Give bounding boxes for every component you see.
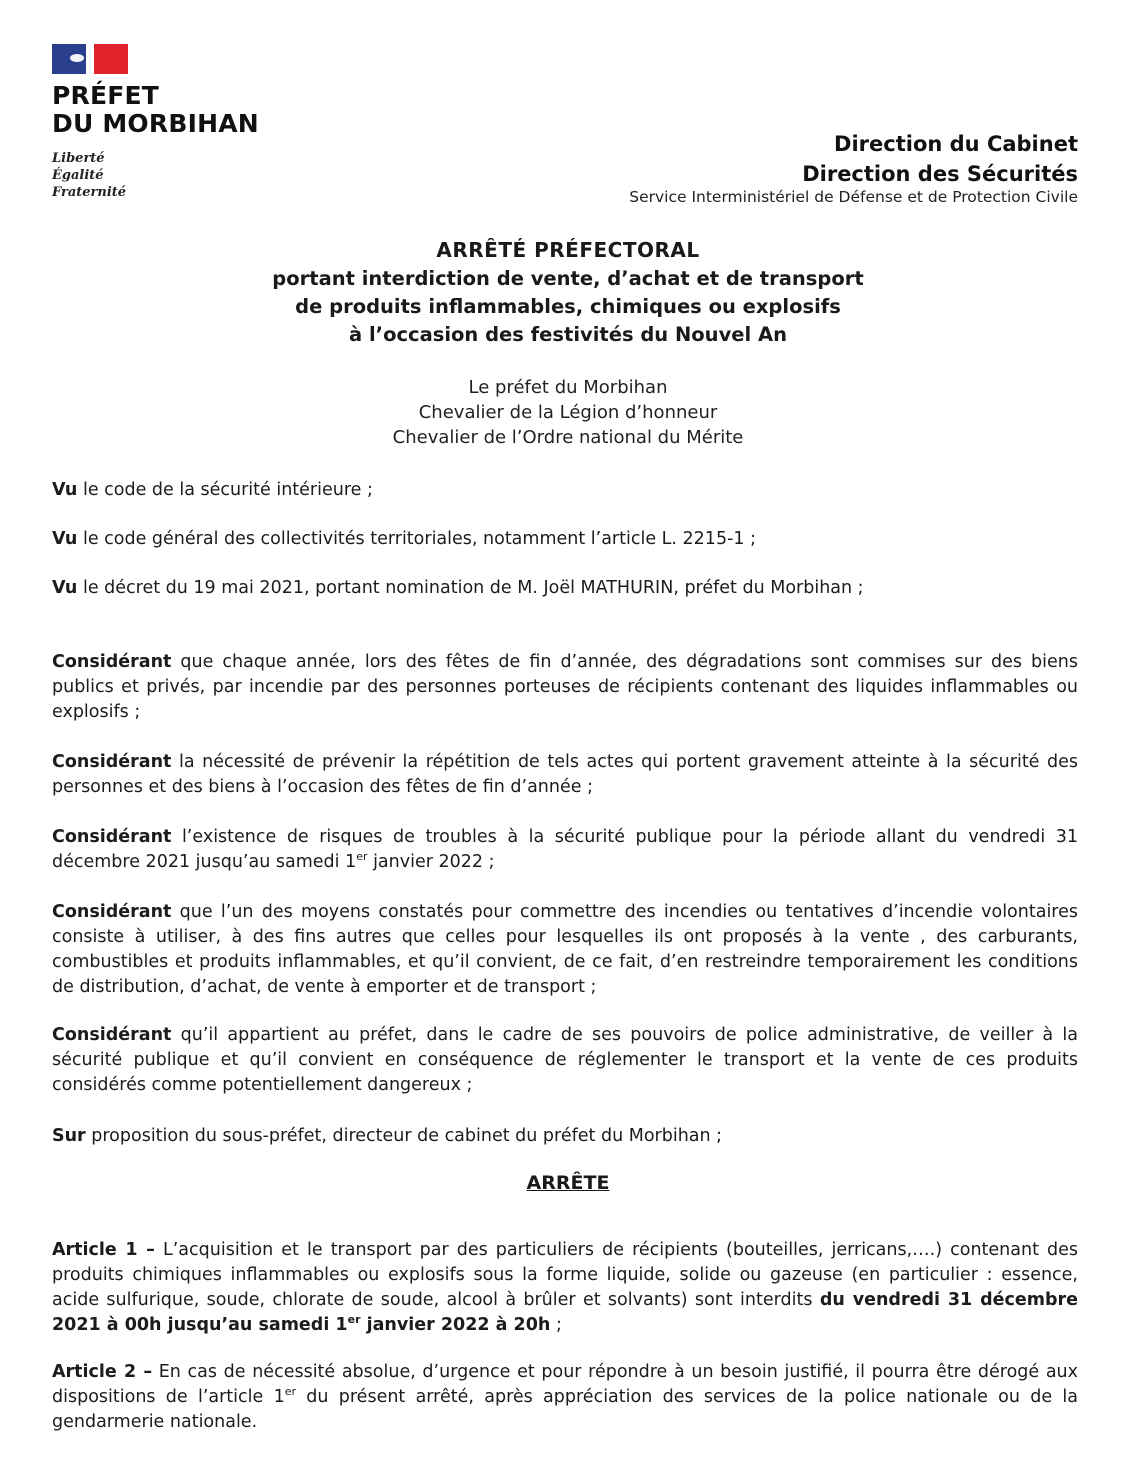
title-line4: à l’occasion des festivités du Nouvel An bbox=[349, 323, 787, 346]
article-1: Article 1 – L’acquisition et le transport par des particuliers de récipients (bouteilles, jerricans,….) contenant des produits chimiques inflammables ou explosifs sous la forme liquide, solide ou gazeuse (en particulier : essence, acide sulfurique, soude, chlorate de soude, alcool à brûler et solvants) sont interdits du vendredi 31 décembre 2021 à 00h jusqu’au samedi 1er janvier 2022 à 20h ; bbox=[52, 1240, 1079, 1335]
prefecture-logo bbox=[52, 44, 292, 201]
direction-cabinet: Direction du Cabinet bbox=[834, 132, 1078, 156]
considerant-paragraph: Considérant que chaque année, lors des fêtes de fin d’année, des dégradations sont commises sur des biens publics et privés, par incendie par des personnes porteuses de récipients contenant des liquides inflammables ou explosifs ; bbox=[52, 652, 1078, 722]
document-title: ARRÊTÉ PRÉFECTORAL bbox=[436, 238, 700, 262]
title-line3: de produits inflammables, chimiques ou explosifs bbox=[295, 295, 841, 318]
prefect-line1: Le préfet du Morbihan bbox=[468, 377, 668, 398]
marianne-flag-icon bbox=[52, 44, 128, 74]
title-line2: portant interdiction de vente, d’achat et de transport bbox=[272, 267, 864, 290]
prefect-line3: Chevalier de l’Ordre national du Mérite bbox=[392, 427, 744, 448]
motto-liberte: Liberté bbox=[52, 151, 105, 166]
article-2: Article 2 – En cas de nécessité absolue, d’urgence et pour répondre à un besoin justifié, il pourra être dérogé aux dispositions de l’article 1er du présent arrêté, après appréciation des services de la police nationale ou de la gendarmerie nationale. bbox=[52, 1362, 1079, 1432]
logo-prefet-line2: DU MORBIHAN bbox=[52, 109, 259, 138]
vu-paragraph: Vu le code de la sécurité intérieure ; bbox=[52, 480, 373, 500]
motto-fraternite: Fraternité bbox=[52, 185, 127, 200]
arrete-heading: ARRÊTE bbox=[526, 1172, 610, 1194]
motto-egalite: Égalité bbox=[52, 168, 104, 183]
considerant-paragraph: Considérant la nécessité de prévenir la répétition de tels actes qui portent gravement atteinte à la sécurité des personnes et des biens à l’occasion des fêtes de fin d’année ; bbox=[52, 752, 1078, 797]
service-name: Service Interministériel de Défense et de Protection Civile bbox=[629, 188, 1078, 206]
prefect-line2: Chevalier de la Légion d’honneur bbox=[418, 402, 718, 423]
vu-paragraph: Vu le décret du 19 mai 2021, portant nomination de M. Joël MATHURIN, préfet du Morbihan ; bbox=[52, 578, 864, 598]
vu-paragraph: Vu le code général des collectivités territoriales, notamment l’article L. 2215-1 ; bbox=[52, 529, 756, 549]
sur-paragraph: Sur proposition du sous-préfet, directeur de cabinet du préfet du Morbihan ; bbox=[52, 1126, 723, 1146]
considerant-paragraph: Considérant qu’il appartient au préfet, dans le cadre de ses pouvoirs de police administrative, de veiller à la sécurité publique et qu’il convient en conséquence de réglementer le transport et la vente de ces produits considérés comme potentiellement dangereux ; bbox=[52, 1025, 1078, 1095]
republic-motto bbox=[52, 150, 292, 201]
direction-securites: Direction des Sécurités bbox=[802, 162, 1078, 186]
logo-prefet-line1: PRÉFET bbox=[52, 81, 160, 110]
considerant-paragraph: Considérant que l’un des moyens constatés pour commettre des incendies ou tentatives d’incendie volontaires consiste à utiliser, à des fins autres que celles pour lesquelles ils ont proposés à la vente , des carburants, combustibles et produits inflammables, et qu’il convient, de ce fait, d’en restreindre temporairement les conditions de distribution, d’achat, de vente à emporter et de transport ; bbox=[52, 902, 1078, 997]
considerant-paragraph: Considérant l’existence de risques de troubles à la sécurité publique pour la période allant du vendredi 31 décembre 2021 jusqu’au samedi 1er janvier 2022 ; bbox=[52, 827, 1078, 872]
